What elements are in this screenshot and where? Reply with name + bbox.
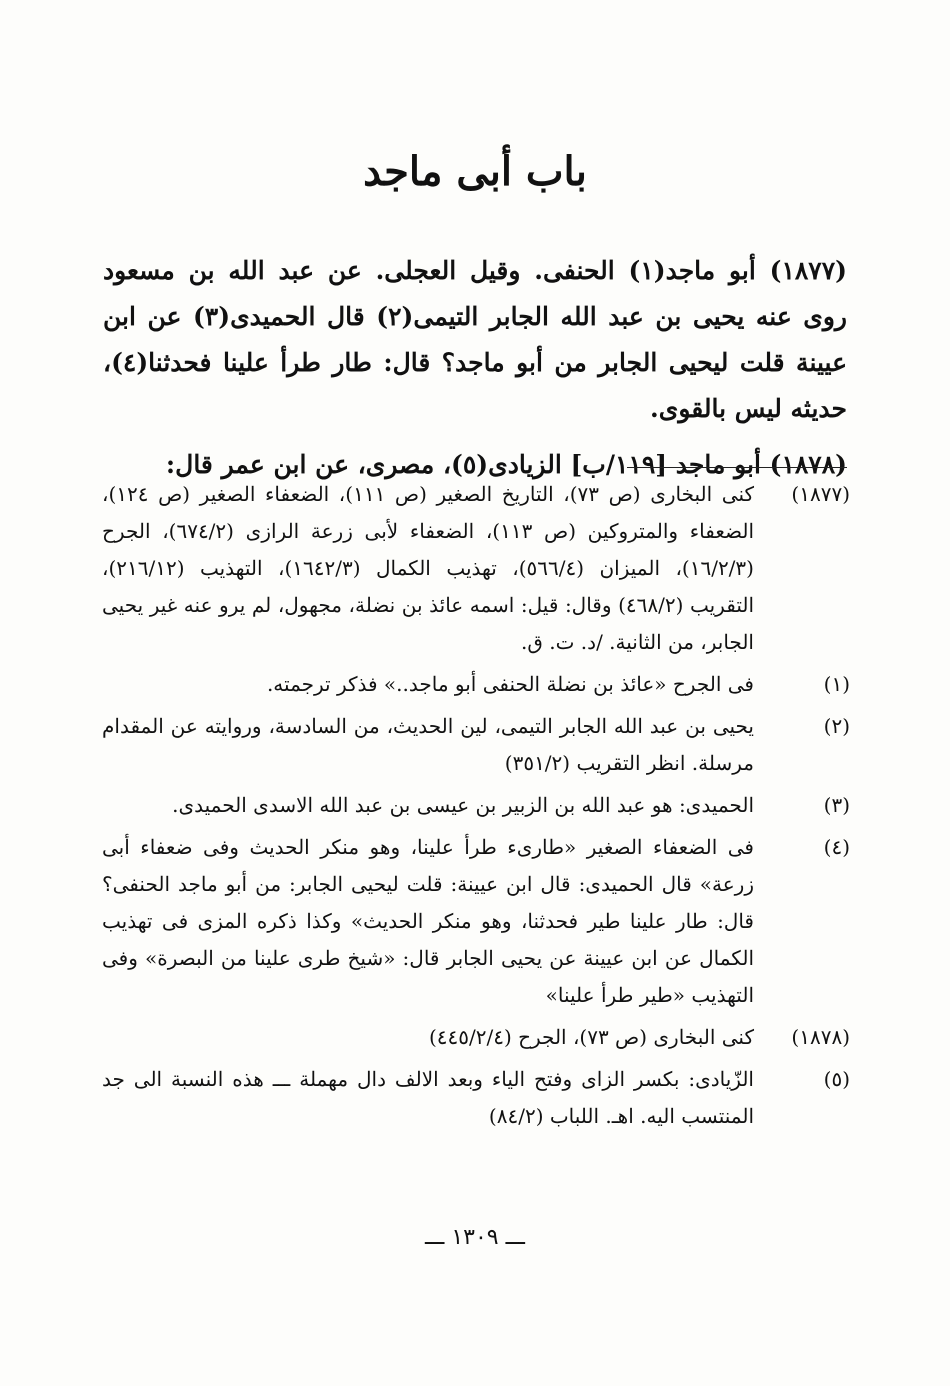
- footnote-1: [102, 666, 850, 703]
- page-number: ـــ ١٣٠٩ ـــ: [425, 1225, 525, 1250]
- footnote-number: (٤): [823, 835, 850, 859]
- footnote-number: (٥): [823, 1067, 850, 1091]
- footnote-text: فى الضعفاء الصغير «طارىء طرأ علينا، وهو منكر الحديث وفى ضعفاء أبى زرعة» قال الحميدى: قال ابن عيينة: قلت ليحيى الجابر: من أبو ماجد الحنفى؟ قال: طار علينا طير فحدثنا، وهو منكر الحديث» وكذا ذكره المزى فى تهذيب الكمال عن ابن عيينة عن يحيى الجابر قال: «شيخ طرى علينا من البصرة» وفى التهذيب «طير طرأ علينا»: [102, 835, 755, 1007]
- footnote-5: [102, 1061, 850, 1135]
- footnote-3: [102, 787, 850, 824]
- footnotes: [102, 476, 850, 1140]
- footnote-text: فى الجرح «عائذ بن نضلة الحنفى أبو ماجد..» فذكر ترجمته.: [266, 672, 754, 696]
- footnote-text: كنى البخارى (ص ٧٣)، التاريخ الصغير (ص ١١١)، الضعفاء الصغير (ص ١٢٤)، الضعفاء والمتروكين (ص ١١٣)، الضعفاء لأبى زرعة الرازى (٦٧٤/٢)، الجرح (١٦/٢/٣)، الميزان (٥٦٦/٤)، تهذيب الكمال (١٦٤٢/٣)، التهذيب (٢١٦/١٢)، التقريب (٤٦٨/٢) وقال: قيل: اسمه عائذ بن نضلة، مجهول، لم يرو عنه غير يحيى الجابر، من الثانية. /د. ت. ق.: [102, 482, 755, 654]
- footnote-text: الحميدى: هو عبد الله بن الزبير بن عيسى بن عبد الله الاسدى الحميدى.: [172, 793, 754, 817]
- footnote-number: (١٨٧٧): [791, 482, 850, 506]
- footnote-text: كنى البخارى (ص ٧٣)، الجرح (٤٤٥/٢/٤): [428, 1025, 754, 1049]
- entry-1878: (١٨٧٨) أبو ماجد [١١٩/ب] الزيادى(٥)، مصرى، عن ابن عمر قال:: [165, 450, 847, 479]
- footnote-1877: [102, 476, 850, 661]
- footnote-number: (١٨٧٨): [791, 1025, 850, 1049]
- chapter-title: باب أبى ماجد: [363, 148, 587, 195]
- entry-1877: (١٨٧٧) أبو ماجد(١) الحنفى. وقيل العجلى. عن عبد الله بن مسعود روى عنه يحيى بن عبد الله الجابر التيمى(٢) قال الحميدى(٣) عن ابن عيينة قلت ليحيى الجابر من أبو ماجد؟ قال: طار طرأ علينا فحدثنا(٤)، حديثه ليس بالقوى.: [103, 256, 848, 423]
- main-text: [103, 248, 847, 488]
- footnote-1878: [102, 1019, 850, 1056]
- footnote-2: [102, 708, 850, 782]
- footnote-4: [102, 829, 850, 1014]
- footnote-text: الزّيادى: بكسر الزاى وفتح الياء وبعد الالف دال مهملة ـــ هذه النسبة الى جد المنتسب اليه. اهـ. اللباب (٨٤/٢): [102, 1067, 754, 1128]
- footnote-number: (١): [823, 672, 850, 696]
- footnote-separator: [627, 467, 847, 468]
- footnote-text: يحيى بن عبد الله الجابر التيمى، لين الحديث، من السادسة، وروايته عن المقدام مرسلة. انظر التقريب (٣٥١/٢): [102, 714, 754, 775]
- footnote-number: (٣): [823, 793, 850, 817]
- footnote-number: (٢): [823, 714, 850, 738]
